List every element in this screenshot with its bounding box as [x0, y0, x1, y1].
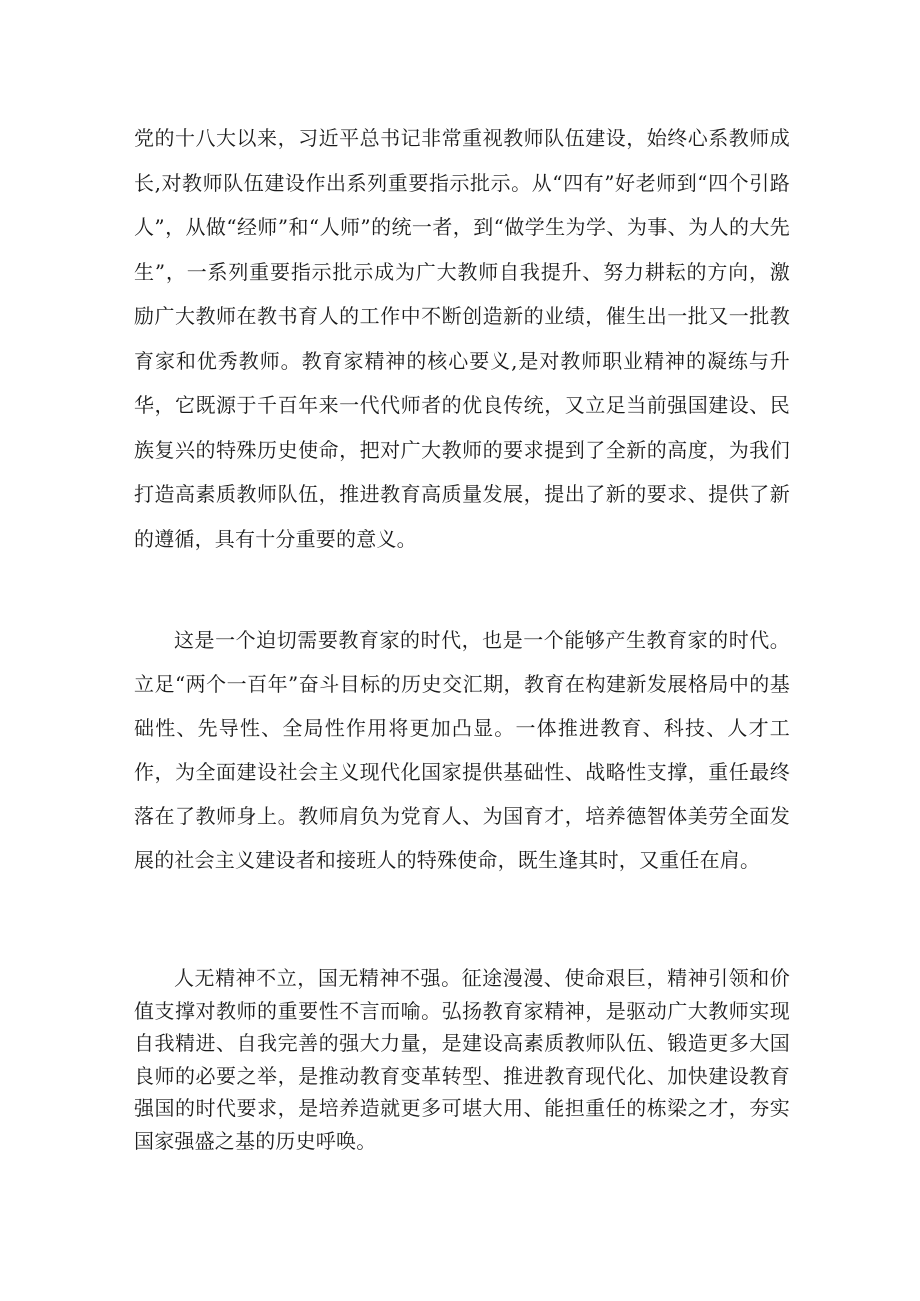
paragraph-3: 人无精神不立，国无精神不强。征途漫漫、使命艰巨，精神引领和价值支撑对教师的重要性不言而喻。弘扬教育家精神，是驱动广大教师实现自我精进、自我完善的强大力量，是建设高素质教师队伍、锻造更多大国良师的必要之举，是推动教育变革转型、推进教育现代化、加快建设教育强国的时代要求，是培养造就更多可堪大用、能担重任的栋梁之才，夯实国家强盛之基的历史呼唤。 — [134, 966, 790, 1153]
paragraph-2: 这是一个迫切需要教育家的时代，也是一个能够产生教育家的时代。立足“两个一百年”奋斗目标的历史交汇期，教育在构建新发展格局中的基础性、先导性、全局性作用将更加凸显。一体推进教育、科技、人才工作，为全面建设社会主义现代化国家提供基础性、战略性支撑，重任最终落在了教师身上。教师肩负为党育人、为国育才，培养德智体美劳全面发展的社会主义建设者和接班人的特殊使命，既生逢其时，又重任在肩。 — [134, 628, 790, 872]
paragraph-1: 党的十八大以来，习近平总书记非常重视教师队伍建设，始终心系教师成长,对教师队伍建设作出系列重要指示批示。从“四有”好老师到“四个引路人”，从做“经师”和“人师”的统一者，到“做学生为学、为事、为人的大先生”，一系列重要指示批示成为广大教师自我提升、努力耕耘的方向，激励广大教师在教书育人的工作中不断创造新的业绩，催生出一批又一批教育家和优秀教师。教育家精神的核心要义,是对教师职业精神的凝练与升华，它既源于千百年来一代代师者的优良传统，又立足当前强国建设、民族复兴的特殊历史使命，把对广大教师的要求提到了全新的高度，为我们打造高素质教师队伍，推进教育高质量发展，提出了新的要求、提供了新的遵循，具有十分重要的意义。 — [134, 126, 790, 551]
